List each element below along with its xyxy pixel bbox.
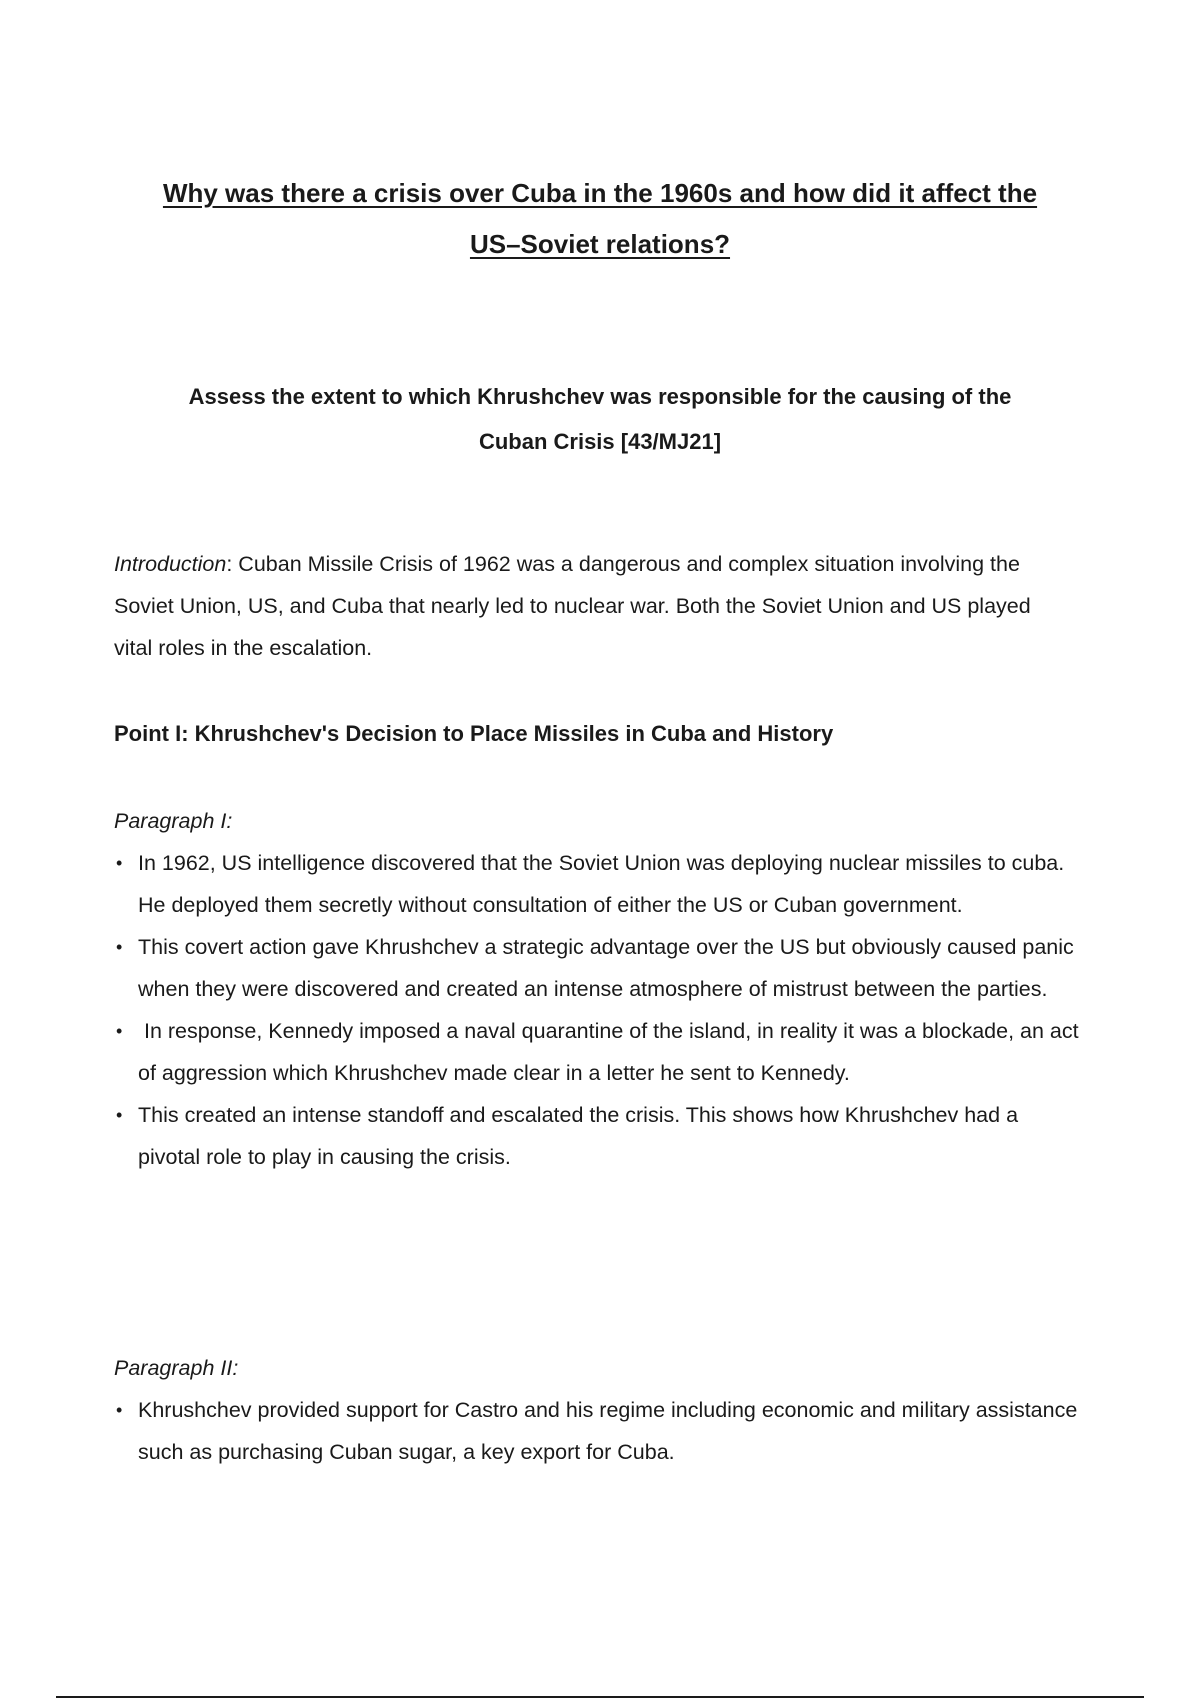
bullet-icon: • <box>116 853 123 873</box>
title-line-1: Why was there a crisis over Cuba in the 1960s and how did it affect the <box>162 178 1038 208</box>
question-line-2: Cuban Crisis [43/MJ21] <box>478 429 722 454</box>
list-item <box>114 842 1084 926</box>
bullet-icon: • <box>116 937 123 957</box>
bullet-text: This covert action gave Khrushchev a strategic advantage over the US but obviously caused panic when they were discovered and created an intense atmosphere of mistrust between the parties. <box>138 935 1074 1001</box>
bullet-text: This created an intense standoff and escalated the crisis. This shows how Khrushchev had a pivotal role to play in causing the crisis. <box>138 1103 1019 1169</box>
list-item <box>114 1010 1084 1094</box>
bullet-icon: • <box>116 1400 123 1420</box>
paragraph-1-bullet-list <box>114 842 1084 1178</box>
bullet-icon: • <box>116 1105 123 1125</box>
introduction-label: Introduction <box>114 552 227 576</box>
list-item <box>114 1389 1084 1473</box>
question-line-1: Assess the extent to which Khrushchev was responsible for the causing of the <box>188 384 1012 409</box>
list-item <box>114 1094 1084 1178</box>
bullet-text: In 1962, US intelligence discovered that the Soviet Union was deploying nuclear missiles to cuba. He deployed them secretly without consultation of either the US or Cuban government. <box>138 851 1065 917</box>
bullet-text: Khrushchev provided support for Castro and his regime including economic and military assistance such as purchasing Cuban sugar, a key export for Cuba. <box>138 1398 1078 1464</box>
list-item <box>114 926 1084 1010</box>
paragraph-2-bullet-list <box>114 1389 1084 1473</box>
paragraph-2-label: Paragraph II: <box>114 1356 239 1380</box>
introduction-text: : Cuban Missile Crisis of 1962 was a dangerous and complex situation involving the Soviet Union, US, and Cuba that nearly led to nuclear war. Both the Soviet Union and US played vital roles in the escalation. <box>114 552 1031 660</box>
point-1-heading: Point I: Khrushchev's Decision to Place Missiles in Cuba and History <box>114 721 834 746</box>
paragraph-1-label: Paragraph I: <box>114 809 233 833</box>
bullet-text: In response, Kennedy imposed a naval quarantine of the island, in reality it was a blockade, an act of aggression which Khrushchev made clear in a letter he sent to Kennedy. <box>138 1019 1085 1085</box>
essay-question <box>100 374 1100 464</box>
title-line-2: US–Soviet relations? <box>469 229 731 259</box>
bullet-icon: • <box>116 1021 123 1041</box>
footer-divider <box>56 1696 1144 1698</box>
page-title <box>100 168 1100 270</box>
introduction-paragraph <box>114 543 1074 669</box>
